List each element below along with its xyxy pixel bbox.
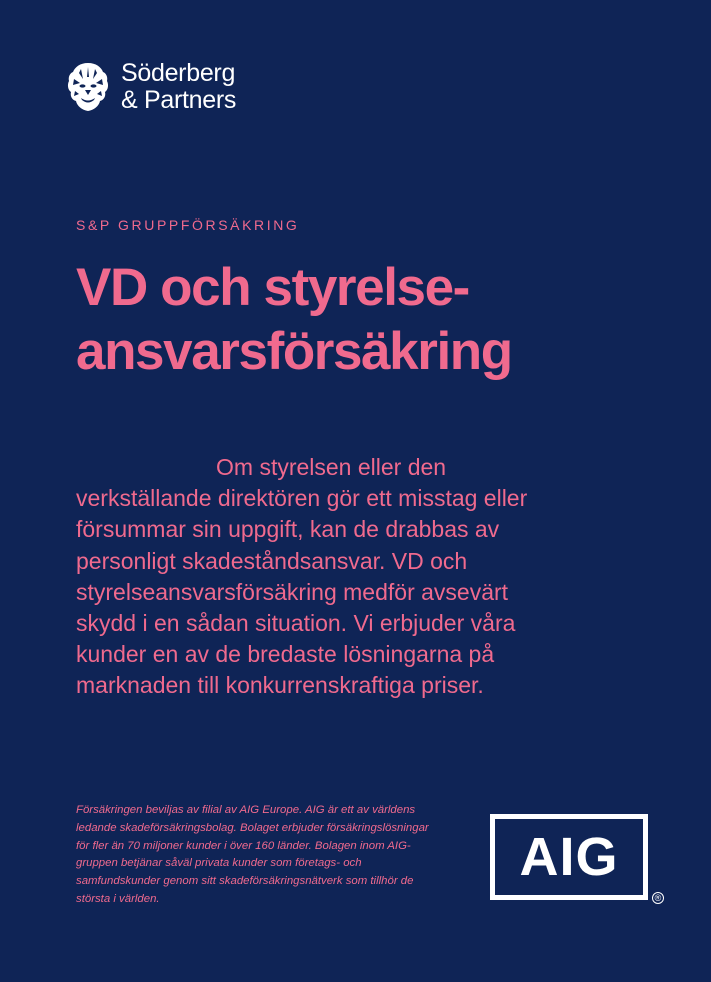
fineprint-line: största i världen. (76, 892, 160, 905)
category-eyebrow: S&P GRUPPFÖRSÄKRING (76, 217, 300, 233)
fineprint-line: ledande skadeförsäkringsbolag. Bolaget erbjuder försäkringslösningar (76, 821, 429, 834)
lead-line: personligt skadeståndsansvar. VD och (76, 547, 468, 574)
brand-name (121, 60, 236, 114)
lead-line: marknaden till konkurrenskraftiga priser. (76, 672, 484, 699)
aig-logo-text: AIG (519, 827, 619, 887)
lion-head-icon (67, 61, 109, 113)
fineprint-line: gruppen betjänar såväl privata kunder som företags- och (76, 857, 362, 870)
brand-name-line1: Söderberg (121, 59, 236, 87)
brand-name-line2: & Partners (121, 86, 237, 114)
lead-line: skydd i en sådan situation. Vi erbjuder våra (76, 610, 516, 637)
fineprint-line: för fler än 70 miljoner kunder i över 160 länder. Bolagen inom AIG- (76, 839, 411, 852)
aig-logo (490, 814, 648, 900)
title-line1: VD och styrelse- (76, 258, 469, 317)
fineprint-line: samfundskunder genom sitt skadeförsäkringsnätverk som tillhör de (76, 875, 414, 888)
page-title (76, 256, 676, 384)
soderberg-partners-logo (67, 60, 236, 114)
registered-mark: ® (652, 892, 664, 904)
fineprint-disclaimer (76, 802, 476, 909)
lead-line: försummar sin uppgift, kan de drabbas av (76, 516, 500, 543)
lead-line: kunder en av de bredaste lösningarna på (76, 641, 495, 668)
lead-paragraph (76, 452, 636, 702)
lead-line: verkställande direktören gör ett misstag eller (76, 485, 528, 512)
lead-line: styrelseansvarsförsäkring medför avsevärt (76, 578, 509, 605)
title-line2: ansvarsförsäkring (76, 322, 512, 381)
lead-line: Om styrelsen eller den (216, 454, 447, 480)
fineprint-line: Försäkringen beviljas av filial av AIG Europe. AIG är ett av världens (76, 804, 416, 816)
